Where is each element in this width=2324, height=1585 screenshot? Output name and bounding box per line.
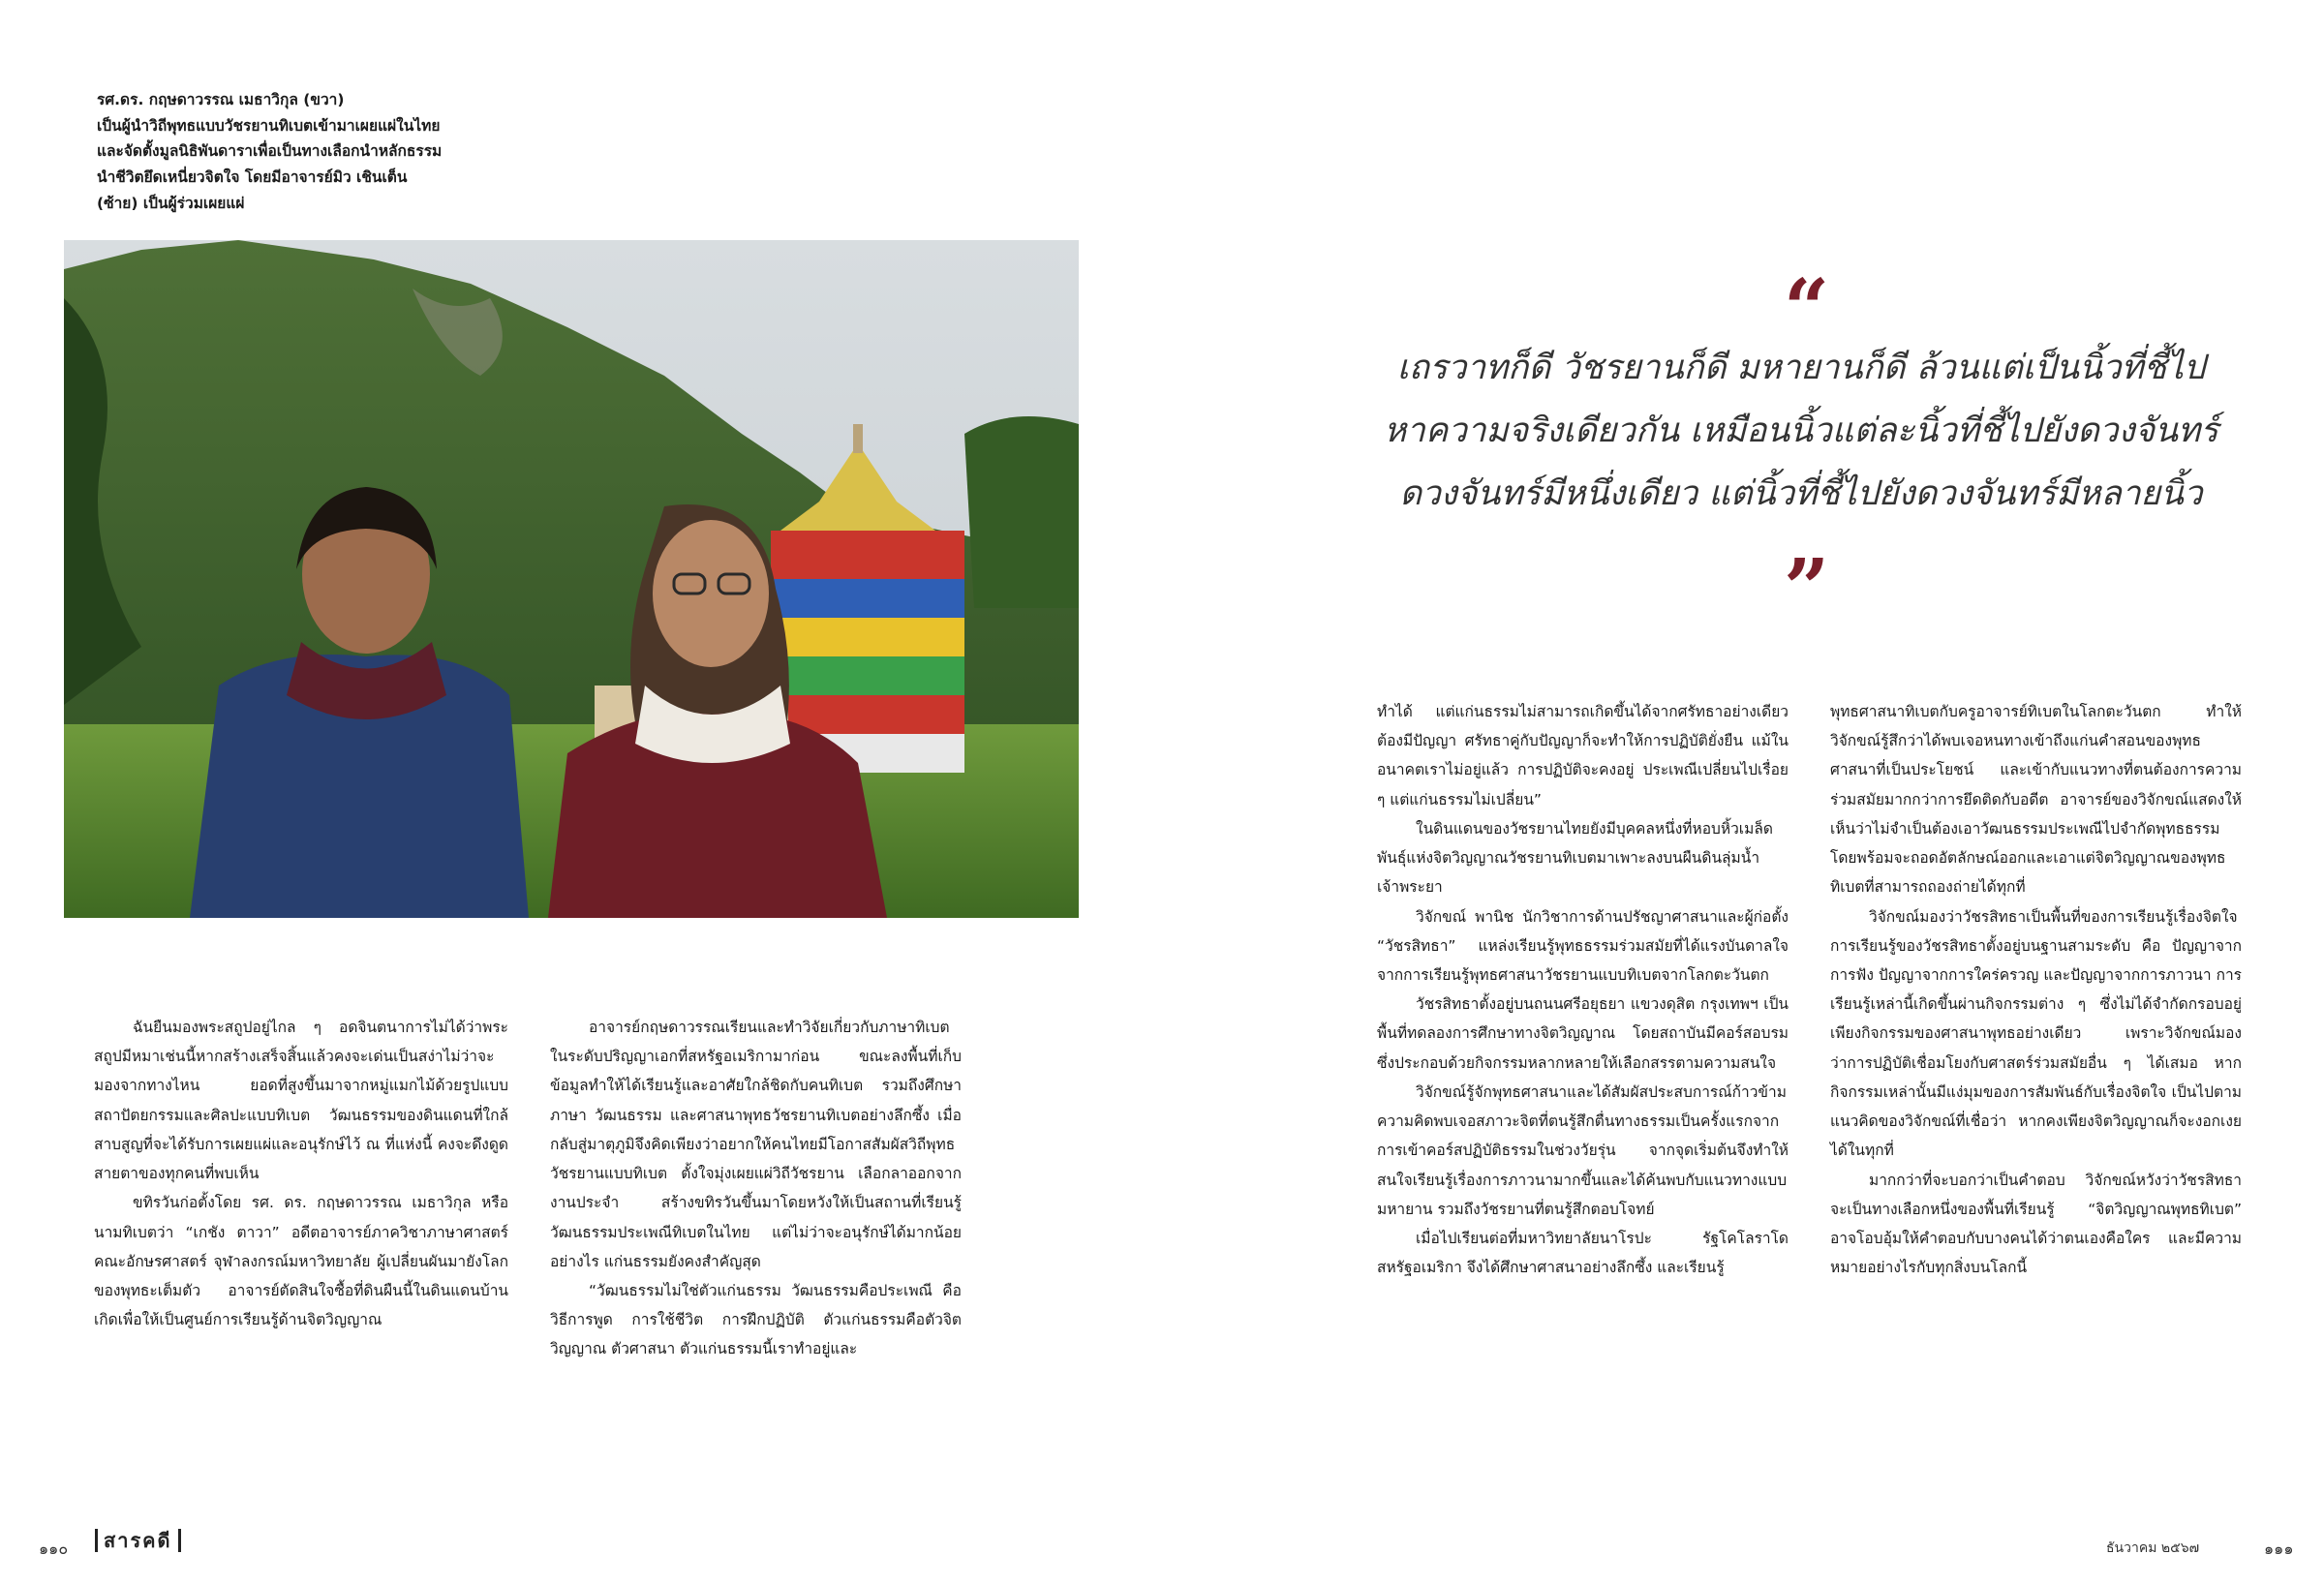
paragraph: ในดินแดนของวัชรยานไทยยังมีบุคคลหนึ่งที่หอบหิ้วเมล็ดพันธุ์แห่งจิตวิญญาณวัชรยานทิเบตมาเพาะลงบนผืนดินลุ่มน้ำเจ้าพระยา: [1377, 819, 1773, 897]
issue-date: ธันวาคม ๒๕๖๗: [2106, 1540, 2200, 1556]
page-number-left: ๑๑๐: [39, 1539, 69, 1558]
paragraph: ทำได้ แต่แก่นธรรมไม่สามารถเกิดขึ้นได้จากศรัทธาอย่างเดียว ต้องมีปัญญา ศรัทธาคู่กับปัญญาก็จะทำให้การปฏิบัติยั่งยืน แม้ในอนาคตเราไม่อยู่แล้ว การปฏิบัติจะคงอยู่ ประเพณีเปลี่ยนไปเรื่อย ๆ แต่แก่นธรรมไม่เปลี่ยน”: [1377, 703, 1789, 808]
paragraph: มากกว่าที่จะบอกว่าเป็นคำตอบ วิจักขณ์หวังว่าวัชรสิทธาจะเป็นทางเลือกหนึ่งของพื้นที่เรียนรู้ “จิตวิญญาณพุทธทิเบต” อาจโอบอุ้มให้คำตอบกับบางคนได้ว่าตนเองคือใคร และมีความหมายอย่างไรกับทุกสิ่งบนโลกนี้: [1830, 1171, 2242, 1277]
photo: [64, 240, 1079, 918]
paragraph: อาจารย์กฤษดาวรรณเรียนและทำวิจัยเกี่ยวกับภาษาทิเบตในระดับปริญญาเอกที่สหรัฐอเมริกามาก่อน ขณะลงพื้นที่เก็บข้อมูลทำให้ได้เรียนรู้และอาศัยใกล้ชิดกับคนทิเบต รวมถึงศึกษาภาษา วัฒนธรรม และศาสนาพุทธวัชรยานทิเบตอย่างลึกซึ้ง เมื่อกลับสู่มาตุภูมิจึงคิดเพียงว่าอยากให้คนไทยมีโอกาสสัมผัสวิถีพุทธวัชรยานแบบทิเบต ตั้งใจมุ่งเผยแผ่วิถีวัชรยาน เลือกลาออกจากงานประจำ สร้างขทิรวันขึ้นมาโดยหวังให้เป็นสถานที่เรียนรู้วัฒนธรรมประเพณีทิเบตในไทย แต่ไม่ว่าจะอนุรักษ์ได้มากน้อยอย่างไร แก่นธรรมยังคงสำคัญสุด: [550, 1019, 962, 1270]
paragraph: เมื่อไปเรียนต่อที่มหาวิทยาลัยนาโรปะ รัฐโคโลราโด สหรัฐอเมริกา จึงได้ศึกษาศาสนาอย่างลึกซึ้ง และเรียนรู้: [1377, 1229, 1789, 1277]
page-number-right: ๑๑๑: [2264, 1539, 2294, 1558]
pull-quote: เถรวาทก็ดี วัชรยานก็ดี มหายานก็ดี ล้วนแต่เป็นนิ้วที่ชี้ไป หาความจริงเดียวกัน เหมือนนิ้วแต่ละนิ้วที่ชี้ไปยังดวงจันทร์ ดวงจันทร์มีหนึ่งเดียว แต่นิ้วที่ชี้ไปยังดวงจันทร์มีหลายนิ้ว: [1384, 349, 2218, 513]
trees-right: [964, 416, 1079, 608]
photo-illustration: [64, 240, 1079, 918]
photo-caption: รศ.ดร. กฤษดาวรรณ เมธาวิกุล (ขวา) เป็นผู้นำวิถีพุทธแบบวัชรยานทิเบตเข้ามาเผยแผ่ในไทย และจัดตั้งมูลนิธิพันดาราเพื่อเป็นทางเลือกนำหลักธรรม นำชีวิตยึดเหนี่ยวจิตใจ โดยมีอาจารย์มิว เชินเต็น (ซ้าย) เป็นผู้ร่วมเผยแผ่: [97, 91, 443, 212]
paragraph: วัชรสิทธาตั้งอยู่บนถนนศรีอยุธยา แขวงดุสิต กรุงเทพฯ เป็นพื้นที่ทดลองการศึกษาทางจิตวิญญาณ โดยสถาบันมีคอร์สอบรมซึ่งประกอบด้วยกิจกรรมหลากหลายให้เลือกสรรตามความสนใจ: [1377, 995, 1789, 1072]
paragraph: วิจักขณ์รู้จักพุทธศาสนาและได้สัมผัสประสบการณ์ก้าวข้ามความคิดพบเจอสภาวะจิตที่ตนรู้สึกตื่นทางธรรมเป็นครั้งแรกจากการเข้าคอร์สปฏิบัติธรรมในช่วงวัยรุ่น จากจุดเริ่มต้นจึงทำให้สนใจเรียนรู้เรื่องการภาวนามากขึ้นและได้ค้นพบกับแนวทางแบบมหายาน รวมถึงวัชรยานที่ตนรู้สึกตอบโจทย์: [1377, 1082, 1789, 1218]
paragraph: พุทธศาสนาทิเบตกับครูอาจารย์ทิเบตในโลกตะวันตก ทำให้วิจักขณ์รู้สึกว่าได้พบเจอหนทางเข้าถึงแก่นคำสอนของพุทธศาสนาที่เป็นประโยชน์ และเข้ากับแนวทางที่ตนต้องการความร่วมสมัยมากกว่าการยึดติดกับอดีต อาจารย์ของวิจักขณ์แสดงให้เห็นว่าไม่จำเป็นต้องเอาวัฒนธรรมประเพณีไปจำกัดพุทธธรรม โดยพร้อมจะถอดอัตลักษณ์ออกและเอาแต่จิตวิญญาณของพุทธทิเบตที่สามารถถองถ่ายได้ทุกที่: [1830, 703, 2242, 897]
close-quote-mark: ”: [1784, 542, 1830, 635]
article-column-3: [1377, 697, 1789, 1282]
paragraph: วิจักขณ์มองว่าวัชรสิทธาเป็นพื้นที่ของการเรียนรู้เรื่องจิตใจ การเรียนรู้ของวัชรสิทธาตั้งอยู่บนฐานสามระดับ คือ ปัญญาจากการฟัง ปัญญาจากการใคร่ครวญ และปัญญาจากการภาวนา การเรียนรู้เหล่านี้เกิดขึ้นผ่านกิจกรรมต่าง ๆ ซึ่งไม่ได้จำกัดกรอบอยู่เพียงกิจกรรมของศาสนาพุทธอย่างเดียว เพราะวิจักขณ์มองว่าการปฏิบัติเชื่อมโยงกับศาสตร์ร่วมสมัยอื่น ๆ ได้เสมอ หากกิจกรรมเหล่านั้นมีแง่มุมของการสัมพันธ์กับเรื่องจิตใจ เป็นไปตามแนวคิดของวิจักขณ์ที่เชื่อว่า หากคงเพียงจิตวิญญาณก็จะงอกเงยได้ในทุกที่: [1830, 907, 2242, 1160]
paragraph: ฉันยืนมองพระสถูปอยู่ไกล ๆ อดจินตนาการไม่ได้ว่าพระสถูปมีหมาเช่นนี้หากสร้างเสร็จสิ้นแล้วคงจะเด่นเป็นสง่าไม่ว่าจะมองจากทางไหน ยอดที่สูงขึ้นมาจากหมู่แมกไม้ด้วยรูปแบบสถาปัตยกรรมและศิลปะแบบทิเบต วัฒนธรรมของดินแดนที่ใกล้สาบสูญที่จะได้รับการเผยแผ่และอนุรักษ์ไว้ ณ ที่แห่งนี้ คงจะดึงดูดสายตาของทุกคนที่พบเห็น: [94, 1019, 508, 1183]
article-column-4: [1830, 697, 2242, 1282]
paragraph: “วัฒนธรรมไม่ใช่ตัวแก่นธรรม วัฒนธรรมคือประเพณี คือวิธีการพูด การใช้ชีวิต การฝึกปฏิบัติ ตัวแก่นธรรมคือตัวจิตวิญญาณ ตัวศาสนา ตัวแก่นธรรมนี้เราทำอยู่และ: [550, 1281, 962, 1358]
paragraph: วิจักขณ์ พานิช นักวิชาการด้านปรัชญาศาสนาและผู้ก่อตั้ง “วัชรสิทธา” แหล่งเรียนรู้พุทธธรรมร่วมสมัยที่ได้แรงบันดาลใจจากการเรียนรู้พุทธศาสนาวัชรยานแบบทิเบตจากโลกตะวันตก: [1377, 907, 1789, 984]
paragraph: ขทิรวันก่อตั้งโดย รศ. ดร. กฤษดาวรรณ เมธาวิกุล หรือนามทิเบตว่า “เกชัง ตาวา” อดีตอาจารย์ภาควิชาภาษาศาสตร์ คณะอักษรศาสตร์ จุฬาลงกรณ์มหาวิทยาลัย ผู้เปลี่ยนผันมายังโลกของพุทธะเต็มตัว อาจารย์ตัดสินใจซื้อที่ดินผืนนี้ในดินแดนบ้านเกิดเพื่อให้เป็นศูนย์การเรียนรู้ด้านจิตวิญญาณ: [94, 1194, 508, 1329]
magazine-logo: สารคดี: [95, 1529, 181, 1552]
article-column-1: [94, 1013, 508, 1334]
open-quote-mark: “: [1784, 262, 1830, 355]
article-column-2: [550, 1013, 962, 1364]
